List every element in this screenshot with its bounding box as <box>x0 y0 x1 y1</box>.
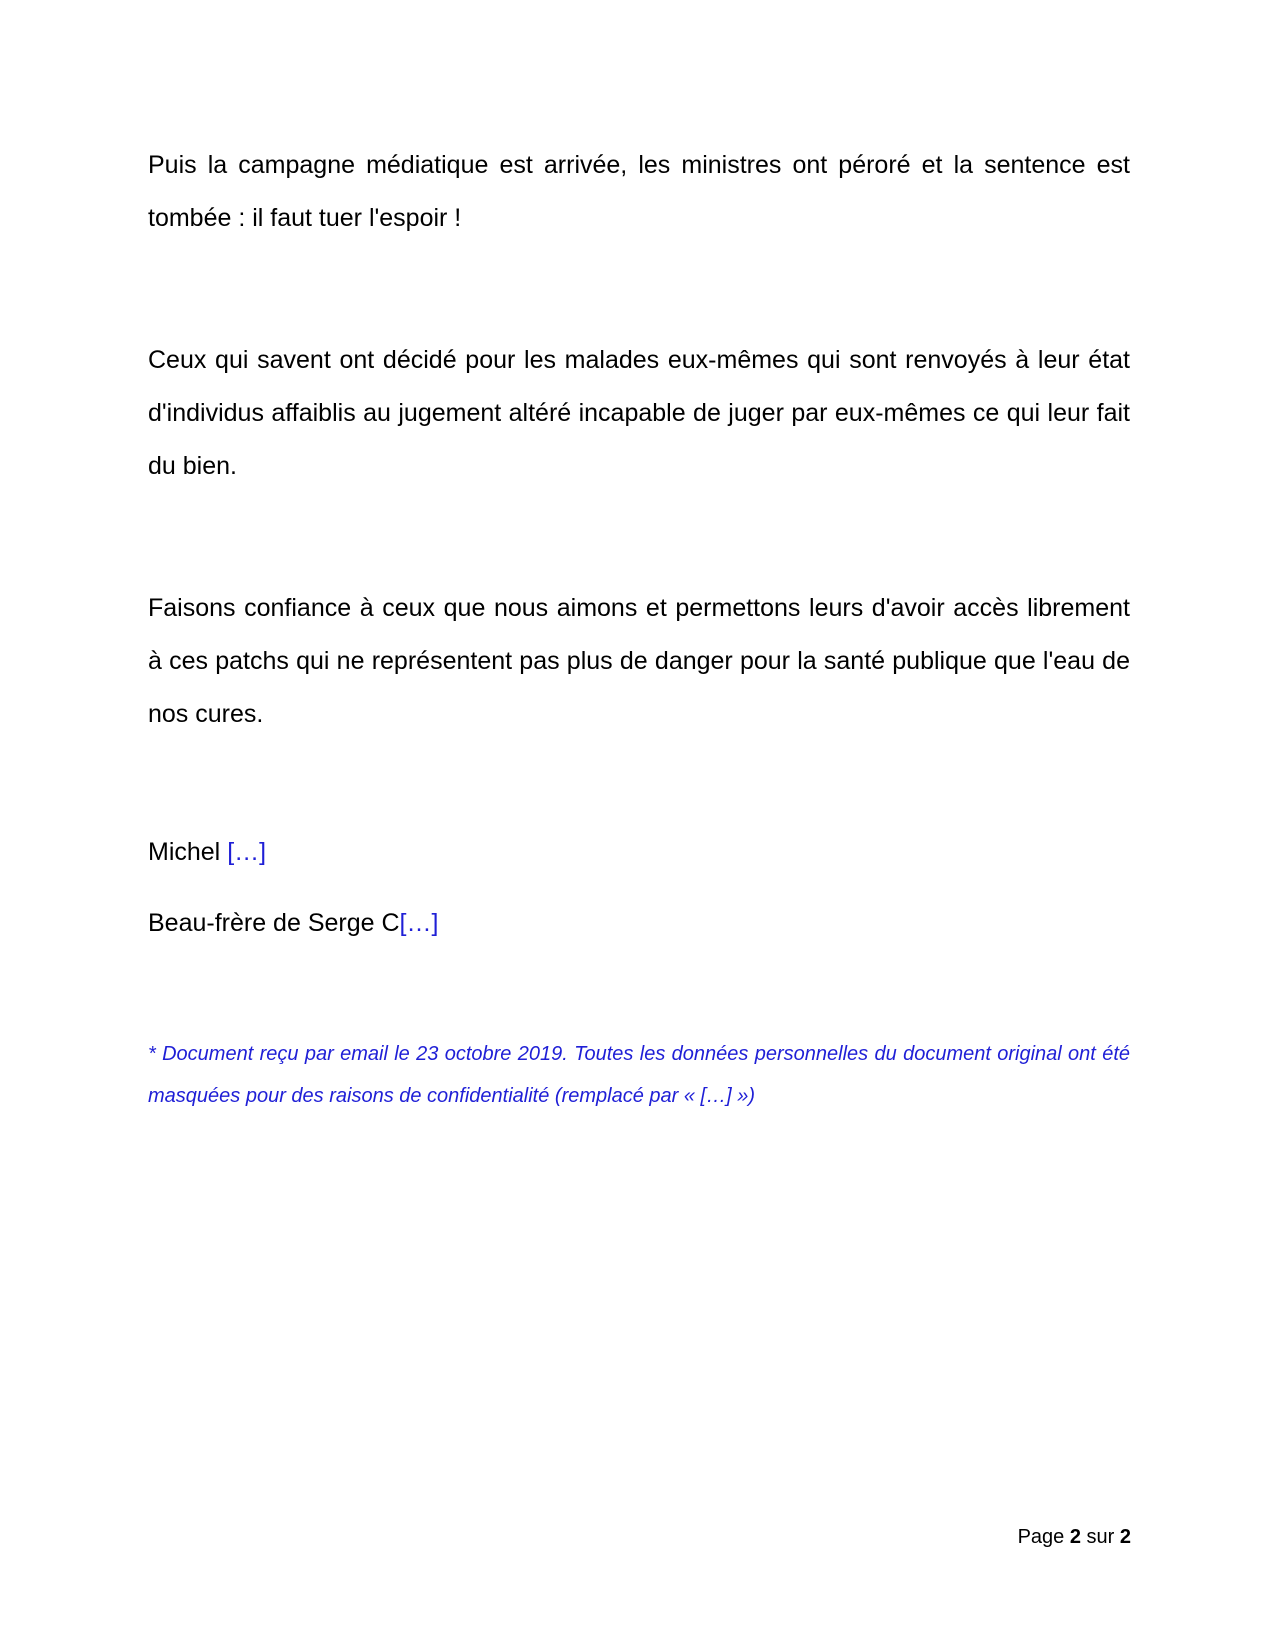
signature-name <box>148 835 266 869</box>
page-current: 2 <box>1069 1526 1081 1548</box>
confidentiality-note: * Document reçu par email le 23 octobre 2019. Toutes les données personnelles du document original ont été masquées pour des raisons de confidentialité (remplacé par « […] ») <box>148 1043 1130 1107</box>
page-total: 2 <box>1119 1526 1131 1548</box>
body-paragraph: Puis la campagne médiatique est arrivée, les ministres ont péroré et la sentence est tombée : il faut tuer l'espoir ! <box>148 151 1130 232</box>
redacted-marker: […] <box>227 838 267 866</box>
redacted-marker: […] <box>399 909 439 937</box>
signature-relation-text: Beau-frère de Serge C <box>148 909 400 937</box>
signature-name-text: Michel <box>148 838 228 866</box>
body-paragraph: Faisons confiance à ceux que nous aimons et permettons leurs d'avoir accès librement à ces patchs qui ne représentent pas plus de danger pour la santé publique que l'eau de nos cures. <box>148 594 1130 728</box>
signature-relation <box>148 906 438 940</box>
page-number <box>1018 1524 1131 1550</box>
page-prefix: Page <box>1017 1526 1070 1548</box>
body-paragraph: Ceux qui savent ont décidé pour les malades eux-mêmes qui sont renvoyés à leur état d'individus affaiblis au jugement altéré incapable de juger par eux-mêmes ce qui leur fait du bien. <box>148 346 1130 480</box>
page-separator: sur <box>1080 1526 1120 1548</box>
